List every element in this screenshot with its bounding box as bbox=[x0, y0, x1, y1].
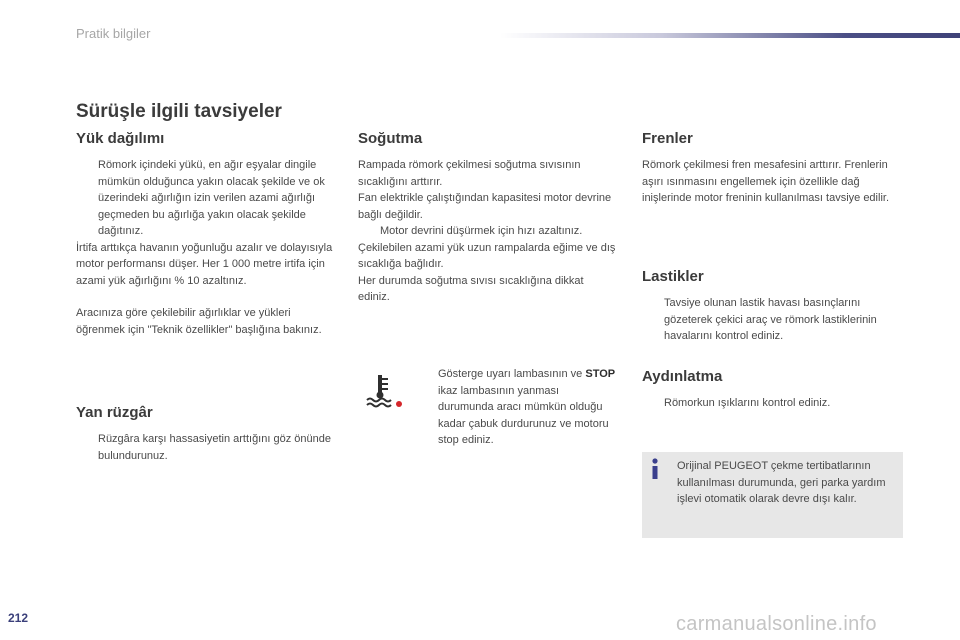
page-title: Sürüşle ilgili tavsiyeler bbox=[76, 101, 282, 122]
sogutma-bullet-1 bbox=[358, 223, 618, 240]
sogutma-warning bbox=[416, 366, 616, 449]
yuk-paragraph-1: İrtifa arttıkça havanın yoğunluğu azalır ve dolayısıyla motor performansı düşer. Her 1 000 metre irtifa için azami yük ağırlığını % 10 azaltınız. bbox=[76, 241, 333, 287]
stop-label: STOP bbox=[585, 368, 616, 380]
coolant-temperature-icon bbox=[364, 374, 404, 408]
yuk-bullet-1-text: Römork içindeki yükü, en ağır eşyalar dingile mümkün olduğunca yakın olacak şekilde ve ok üzerindeki ağırlığın izin verilen azami ağırlığı geçmeden bu ağırlığa yakın olacak şekilde dağıtınız. bbox=[98, 159, 325, 237]
info-icon bbox=[648, 458, 662, 480]
sogutma-bullet-1-text: Motor devrini düşürmek için hızı azaltınız. bbox=[380, 225, 583, 237]
yuk-bullet-1 bbox=[76, 157, 341, 240]
section-yan-ruzgar bbox=[76, 404, 341, 464]
watermark: carmanualsonline.info bbox=[676, 613, 877, 635]
yuk-paragraph-2: Aracınıza göre çekilebilir ağırlıklar ve yükleri öğrenmek için "Teknik özellikler" başlığına bakınız. bbox=[76, 307, 322, 336]
heading-yan-ruzgar: Yan rüzgâr bbox=[76, 404, 153, 421]
heading-sogutma: Soğutma bbox=[358, 130, 423, 147]
section-aydinlatma bbox=[642, 368, 904, 412]
sogutma-warning-bullet bbox=[416, 366, 616, 449]
aydinlatma-bullet-1-text: Römorkun ışıklarını kontrol ediniz. bbox=[664, 397, 831, 409]
yan-bullet-1 bbox=[76, 431, 341, 464]
section-lastikler bbox=[642, 268, 904, 345]
lastikler-bullet-1 bbox=[642, 295, 904, 345]
yan-bullet-1-text: Rüzgâra karşı hassasiyetin arttığını göz önünde bulundurunuz. bbox=[98, 433, 331, 462]
frenler-paragraph-1: Römork çekilmesi fren mesafesini arttırır. Frenlerin aşırı ısınmasını engellemek için özellikle dağ inişlerinde motor freninin kullanılması tavsiye edilir. bbox=[642, 159, 889, 204]
info-text: Orijinal PEUGEOT çekme tertibatlarının kullanılması durumunda, geri parka yardım işlevi otomatik olarak devre dışı kalır. bbox=[677, 460, 886, 505]
column-left bbox=[76, 130, 341, 338]
header-accent-bar bbox=[500, 33, 960, 38]
section-title: Pratik bilgiler bbox=[76, 26, 151, 41]
sogutma-paragraph-1: Rampada römork çekilmesi soğutma sıvısının sıcaklığını arttırır. bbox=[358, 159, 581, 188]
column-right bbox=[642, 130, 904, 207]
heading-yuk-dagilimi: Yük dağılımı bbox=[76, 130, 165, 147]
sogutma-paragraph-4: Her durumda soğutma sıvısı sıcaklığına dikkat ediniz. bbox=[358, 274, 584, 303]
heading-aydinlatma: Aydınlatma bbox=[642, 368, 723, 385]
aydinlatma-bullet-1 bbox=[642, 395, 904, 412]
sogutma-paragraph-3: Çekilebilen azami yük uzun rampalarda eğime ve dış sıcaklığa bağlıdır. bbox=[358, 241, 616, 270]
warning-text-pre: Gösterge uyarı lambasının ve bbox=[438, 368, 583, 380]
warning-text-post: ikaz lambasının yanması durumunda aracı mümkün olduğu kadar çabuk durdurunuz ve motoru stop ediniz. bbox=[438, 384, 609, 446]
sogutma-paragraph-2: Fan elektrikle çalıştığından kapasitesi motor devrine bağlı değildir. bbox=[358, 192, 612, 221]
page-number: 212 bbox=[8, 611, 29, 625]
heading-lastikler: Lastikler bbox=[642, 268, 704, 285]
column-middle bbox=[358, 130, 618, 306]
lastikler-bullet-1-text: Tavsiye olunan lastik havası basınçlarını gözeterek çekici araç ve römork lastiklerinin havalarını kontrol ediniz. bbox=[664, 297, 877, 342]
heading-frenler: Frenler bbox=[642, 130, 693, 147]
